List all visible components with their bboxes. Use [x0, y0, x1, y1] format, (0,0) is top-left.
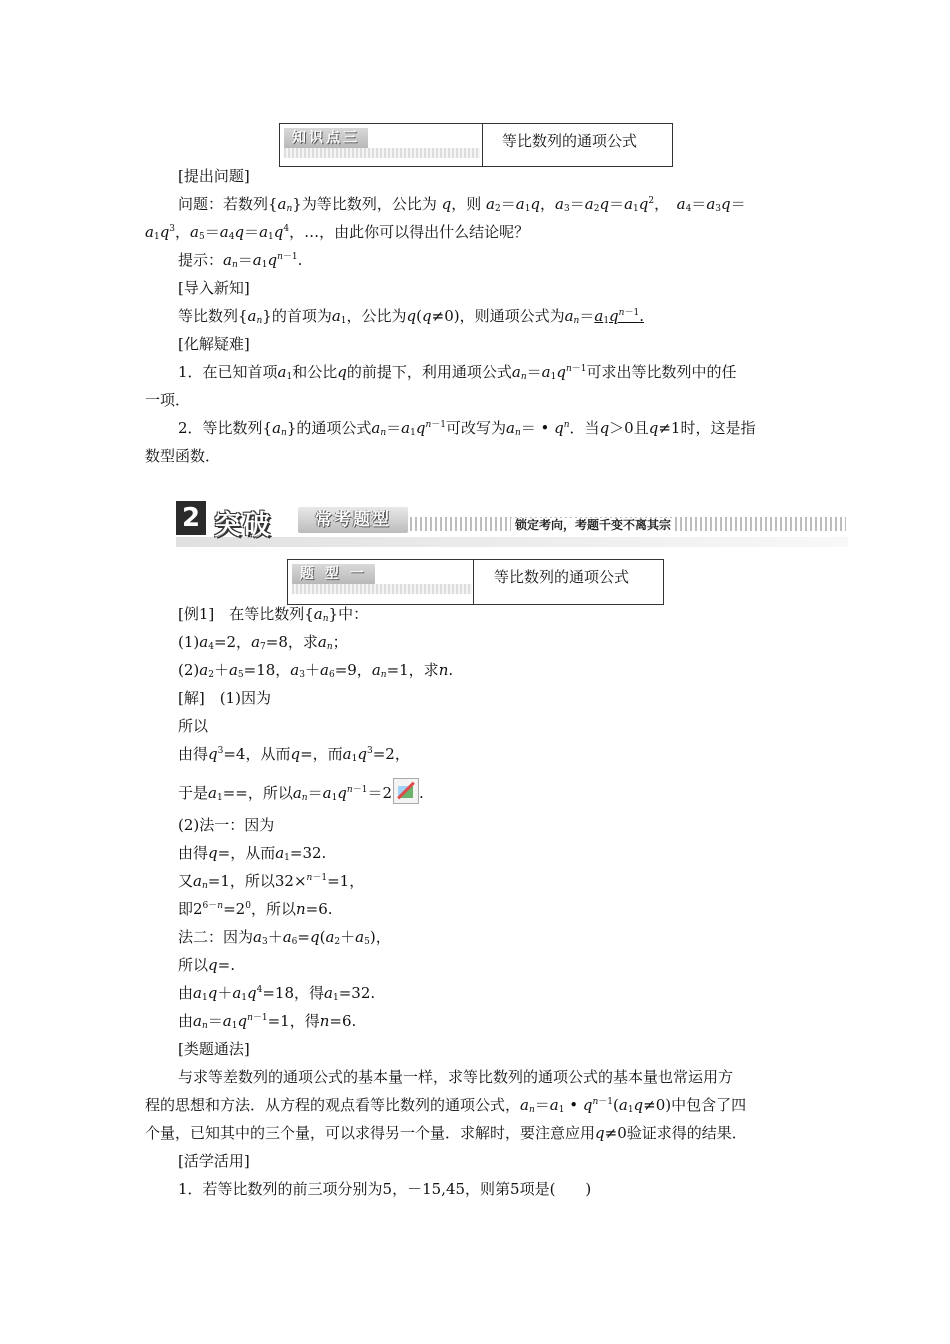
type-header-1: [287, 559, 664, 605]
method2-line-2: 所以q=.: [178, 956, 235, 974]
doubt-1-line-1: 1．在已知首项$a_1$和公比q的前提下，利用通项公式$a_n=a_1q^{n-1}$可求出等比数列中的任: [178, 363, 737, 382]
banner-slogan: 锁定考向，考题千变不离其宗: [511, 518, 675, 532]
method1-line-1: (2)法一：因为: [178, 816, 275, 834]
section-header-knowledge-3: [279, 123, 673, 167]
problem-hint: 提示：$a_n=a_1q^{n-1}$.: [178, 251, 303, 270]
banner-shadow: [176, 537, 848, 547]
banner-title: 突破: [214, 510, 272, 541]
block-label-daoru: [导入新知]: [178, 279, 250, 297]
block-label-leiti: [类题通法]: [178, 1040, 250, 1058]
solution-step-3: 由得$q^3=4$，从而q=，而$a_1q^3=2$，: [178, 745, 410, 764]
section-separator: [482, 124, 483, 166]
type-tag: 题 型 一: [292, 564, 375, 584]
method2-line-3: 由$a_1q+a_1q^4=18$，得$a_1=32$.: [178, 984, 376, 1003]
example-part-1: $(1)a_4=2$，$a_7=8$，求$a_n$；: [178, 633, 348, 652]
example-head: [例1] 在等比数列$\{a_n\}$中：: [178, 605, 369, 624]
type-separator: [473, 560, 474, 604]
section-tag-bar: [284, 148, 480, 158]
section-tag: 知识点三: [284, 128, 368, 148]
general-line-1: 与求等差数列的通项公式的基本量一样，求等比数列的通项公式的基本量也常运用方: [178, 1068, 734, 1086]
new-knowledge-line: 等比数列$\{a_n\}$的首项为$a_1$，公比为q(q≠0)，则通项公式为$a_n=a_1q^{n-1}$.: [178, 307, 644, 326]
doubt-1-line-2: 一项．: [145, 391, 191, 409]
general-line-2: 程的思想和方法．从方程的观点看等比数列的通项公式，$a_n=a_1$ • $q^{n-1}(a_1q\ne 0)$中包含了四: [145, 1096, 747, 1115]
method1-line-4: 即$2^{6-n}=2^0$，所以n=6.: [178, 900, 333, 918]
section-banner: [176, 493, 848, 551]
block-label-tichu: [提出问题]: [178, 167, 250, 185]
solution-suoyi: 所以: [178, 717, 209, 735]
broken-image-icon: [393, 778, 419, 804]
block-label-huoxue: [活学活用]: [178, 1152, 250, 1170]
method1-line-2: 由得q=，从而$a_1=32$.: [178, 844, 327, 863]
type-title: 等比数列的通项公式: [494, 568, 630, 586]
banner-number: 2: [176, 501, 206, 535]
solution-head: [解] (1)因为: [178, 689, 271, 707]
block-label-huajie: [化解疑难]: [178, 335, 250, 353]
solution-step-4: 于是$a_1==$，所以$a_n=a_1q^{n-1}=2$ .: [178, 778, 424, 804]
general-line-3: 个量，已知其中的三个量，可以求得另一个量．求解时，要注意应用q≠0验证求得的结果．: [145, 1124, 747, 1142]
type-tag-bar: [292, 584, 472, 594]
method2-line-4: 由$a_n=a_1q^{n-1}=1$，得n=6.: [178, 1012, 357, 1031]
problem-line-2: $a_1q^3$，$a_5=a_4q=a_1q^4$，…，由此你可以得出什么结论呢？: [145, 223, 530, 242]
problem-line-1: 问题：若数列$\{a_n\}$为等比数列，公比为 q，则 $a_2=a_1q$，$a_3=a_2q=a_1q^2$， $a_4=a_3q=$: [178, 195, 746, 214]
practice-question-1: 1．若等比数列的前三项分别为5，－15,45，则第5项是( ): [178, 1180, 592, 1198]
section-title: 等比数列的通项公式: [502, 132, 638, 150]
method2-line-1: 法二：因为$a_3+a_6=q(a_2+a_5)$，: [178, 928, 391, 947]
doubt-2-line-1: 2．等比数列$\{a_n\}$的通项公式$a_n=a_1q^{n-1}$可改写为$a_n=$ • $q^n$．当q＞0且q≠1时，这是指: [178, 419, 756, 438]
doubt-2-line-2: 数型函数．: [145, 447, 221, 465]
banner-subtitle: 常考题型: [298, 507, 408, 533]
method1-line-3: 又$a_n=1$，所以32×$^{n-1}$=1，: [178, 872, 365, 891]
example-part-2: $(2)a_2+a_5=18$，$a_3+a_6=9$，$a_n=1$，求n.: [178, 661, 454, 680]
